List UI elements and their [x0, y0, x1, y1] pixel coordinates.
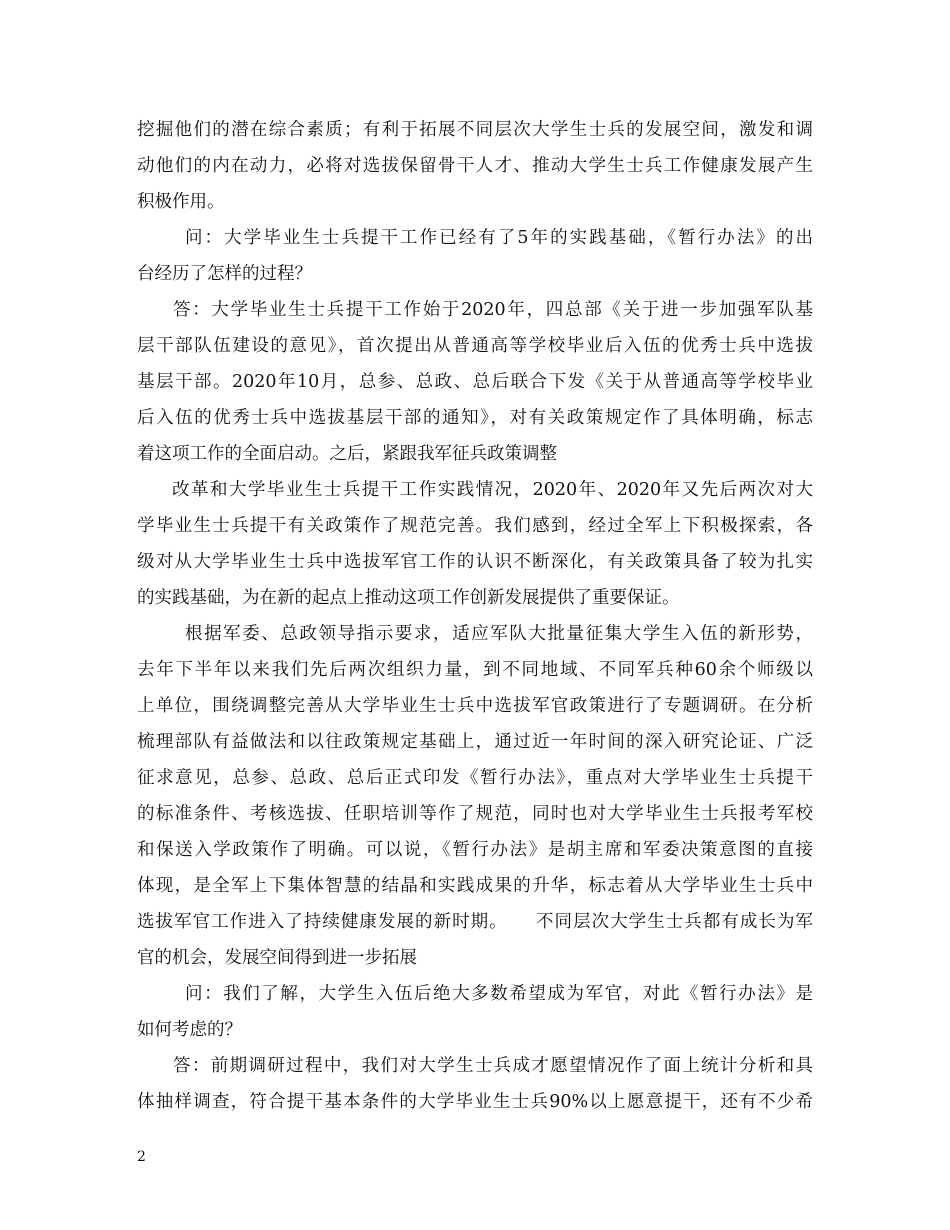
- text-line: 根据军委、总政领导指示要求，适应军队大批量征集大学生入伍的新形势，: [185, 624, 813, 644]
- text-line: 去年下半年以来我们先后两次组织力量，到不同地域、不同军兵种60余个师级以: [137, 660, 813, 680]
- text-line: 体抽样调查，符合提干基本条件的大学毕业生士兵90%以上愿意提干，还有不少希: [137, 1092, 813, 1112]
- text-line: 层干部队伍建设的意见》，首次提出从普通高等学校毕业后入伍的优秀士兵中选拔: [137, 336, 813, 356]
- text-line: 基层干部。2020年10月，总参、总政、总后联合下发《关于从普通高等学校毕业: [137, 372, 813, 392]
- text-line: 级对从大学毕业生士兵中选拔军官工作的认识不断深化，有关政策具备了较为扎实: [137, 552, 813, 572]
- text-line: 改革和大学毕业生士兵提干工作实践情况，2020年、2020年又先后两次对大: [172, 480, 813, 500]
- text-line: 的标准条件、考核选拔、任职培训等作了规范，同时也对大学毕业生士兵报考军校: [137, 804, 813, 824]
- question-line: 如何考虑的？: [137, 1020, 242, 1040]
- text-line: 上单位，围绕调整完善从大学毕业生士兵中选拔军官政策进行了专题调研。在分析: [137, 696, 813, 716]
- answer-line: 答：大学毕业生士兵提干工作始于2020年，四总部《关于进一步加强军队基: [173, 300, 813, 320]
- text-line: 学毕业生士兵提干有关政策作了规范完善。我们感到，经过全军上下积极探索，各: [137, 516, 813, 536]
- text-line: 梳理部队有益做法和以往政策规定基础上，通过近一年时间的深入研究论证、广泛: [137, 732, 813, 752]
- text-line: 征求意见，总参、总政、总后正式印发《暂行办法》，重点对大学毕业生士兵提干: [137, 768, 813, 788]
- text-line: 体现，是全军上下集体智慧的结晶和实践成果的升华，标志着从大学毕业生士兵中: [137, 876, 813, 896]
- question-line: 问：大学毕业生士兵提干工作已经有了5年的实践基础，《暂行办法》的出: [185, 228, 813, 248]
- text-line: 挖掘他们的潜在综合素质；有利于拓展不同层次大学生士兵的发展空间，激发和调: [137, 120, 813, 140]
- text-line: 选拔军官工作进入了持续健康发展的新时期。 不同层次大学生士兵都有成长为军: [137, 912, 813, 932]
- text-line: 动他们的内在动力，必将对选拔保留骨干人才、推动大学生士兵工作健康发展产生: [137, 156, 813, 176]
- text-line: 和保送入学政策作了明确。可以说，《暂行办法》是胡主席和军委决策意图的直接: [137, 840, 813, 860]
- text-line: 的实践基础，为在新的起点上推动这项工作创新发展提供了重要保证。: [137, 588, 680, 608]
- page-number: 2: [137, 1149, 146, 1165]
- text-line: 官的机会，发展空间得到进一步拓展: [137, 948, 417, 968]
- question-line: 台经历了怎样的过程？: [137, 264, 312, 284]
- question-line: 问：我们了解，大学生入伍后绝大多数希望成为军官，对此《暂行办法》是: [185, 984, 813, 1004]
- answer-line: 答：前期调研过程中，我们对大学生士兵成才愿望情况作了面上统计分析和具: [173, 1056, 813, 1076]
- text-line: 着这项工作的全面启动。之后，紧跟我军征兵政策调整: [137, 444, 557, 464]
- text-line: 积极作用。: [137, 192, 225, 212]
- text-line: 后入伍的优秀士兵中选拔基层干部的通知》，对有关政策规定作了具体明确，标志: [137, 408, 813, 428]
